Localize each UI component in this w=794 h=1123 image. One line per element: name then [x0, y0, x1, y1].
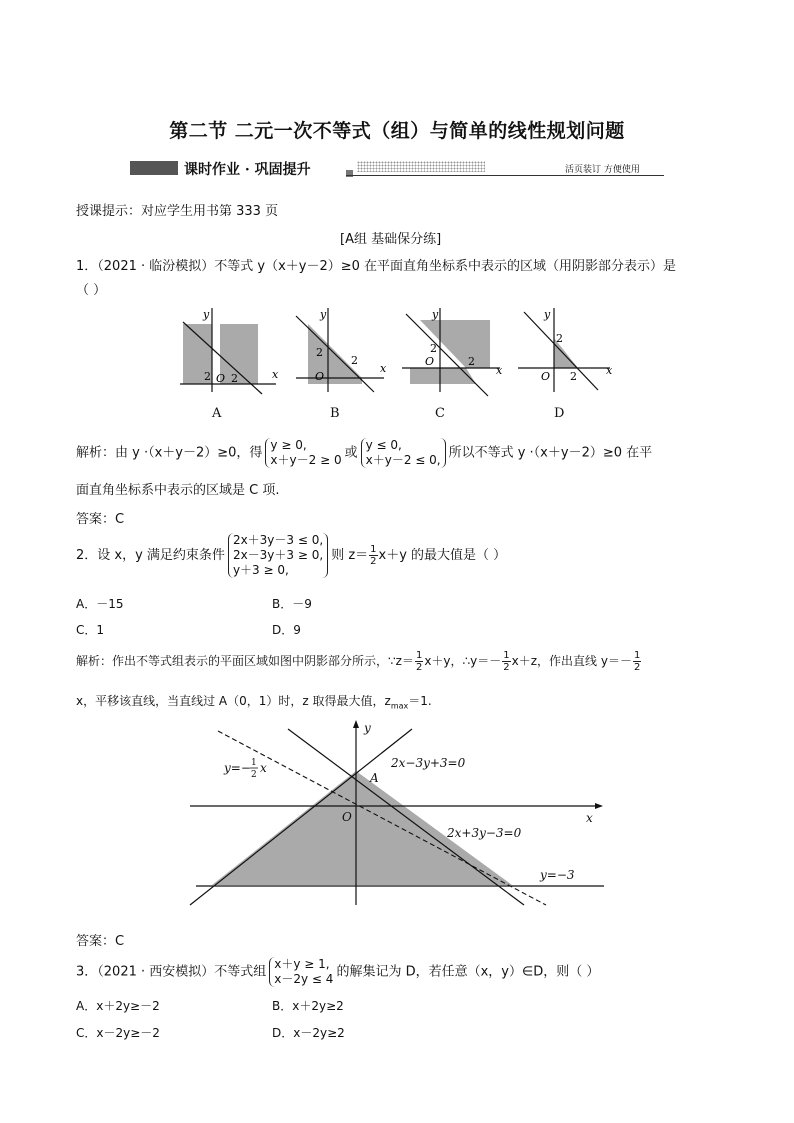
q1-stem: 1．（2021 · 临汾模拟）不等式 y（x＋y－2）≥0 在平面直角坐标系中表示的区域（用阴影部分表示）是	[76, 259, 677, 274]
svg-text:O: O	[342, 810, 352, 824]
svg-text:x: x	[260, 761, 267, 775]
svg-text:y: y	[432, 308, 439, 321]
q3-option-c: C．x－2y≥－2	[76, 1026, 160, 1040]
q1-solution: 解析：由 y ·（x＋y－2）≥0，得y ≥ 0, x＋y－2 ≥ 0 或y ≤ 0, x＋y－2 ≤ 0, 所以不等式 y ·（x＋y－2）≥0 在平	[76, 438, 653, 467]
q2-option-b: B．－9	[272, 597, 312, 611]
q3-stem: 3．（2021 · 西安模拟）不等式组x＋y ≥ 1, x－2y ≤ 4 的解集记为 D，若任意（x，y）∈D，则（ ）	[76, 957, 600, 986]
svg-text:2x+3y−3=0: 2x+3y−3=0	[447, 826, 522, 840]
q2-fraction: $\frac{1}{2}$	[370, 544, 377, 567]
svg-text:1: 1	[251, 758, 257, 768]
svg-text:O: O	[425, 355, 435, 368]
svg-text:2x−3y+3=0: 2x−3y+3=0	[391, 756, 466, 770]
tip-text: 授课提示：对应学生用书第 333 页	[76, 204, 279, 219]
svg-text:2: 2	[204, 370, 211, 383]
banner-title: 课时作业 · 巩固提升	[184, 162, 311, 178]
banner-bar	[130, 161, 178, 175]
graph-b	[296, 308, 387, 392]
option-a-label: A	[212, 406, 222, 421]
q1-system-2: y ≤ 0, x＋y－2 ≤ 0,	[361, 438, 446, 468]
svg-text:2: 2	[351, 354, 358, 367]
q1-system-1: y ≥ 0, x＋y－2 ≥ 0	[265, 438, 341, 468]
option-d-label: D	[554, 406, 565, 421]
banner-dots	[357, 161, 485, 172]
svg-text:2: 2	[231, 372, 238, 385]
group-heading: [A组 基础保分练]	[340, 232, 442, 247]
svg-text:x: x	[606, 364, 613, 377]
option-c-label: C	[435, 406, 445, 421]
svg-text:2: 2	[316, 346, 323, 359]
graph-a	[180, 308, 279, 394]
banner-rule	[346, 175, 664, 176]
banner-note: 活页装订 方便使用	[565, 165, 640, 175]
svg-text:2: 2	[556, 332, 563, 345]
q2-graph	[0, 715, 794, 915]
q3-option-d: D．x－2y≥2	[272, 1026, 345, 1040]
svg-text:y: y	[203, 308, 210, 321]
q3-system: x＋y ≥ 1, x－2y ≤ 4	[269, 957, 333, 987]
q2-option-a: A．－15	[76, 597, 124, 611]
svg-text:y=−3: y=−3	[540, 868, 575, 882]
svg-text:x: x	[496, 364, 503, 377]
svg-text:y: y	[544, 308, 551, 321]
svg-text:x: x	[586, 811, 593, 825]
q3-option-b: B．x＋2y≥2	[272, 999, 344, 1013]
option-b-label: B	[330, 406, 340, 421]
svg-text:O: O	[216, 372, 226, 385]
svg-text:2: 2	[251, 770, 257, 780]
svg-text:2: 2	[430, 342, 437, 355]
q1-graphs	[0, 300, 794, 410]
graph-c	[402, 308, 503, 396]
q2-solution: 解析：作出不等式组表示的平面区域如图中阴影部分所示，∵z＝ $\frac{1}{2}$ x＋y，∴y＝－ $\frac{1}{2}$ x＋z，作出直线 y＝－ $\frac{1}{2}$	[76, 650, 641, 673]
svg-text:x: x	[380, 362, 387, 375]
q2-option-d: D．9	[272, 623, 301, 637]
q1-paren: （ ）	[76, 283, 107, 298]
svg-text:A: A	[370, 771, 379, 785]
graph-d	[518, 308, 613, 392]
svg-text:x: x	[272, 368, 279, 381]
q2-stem: 2．设 x，y 满足约束条件2x＋3y－3 ≤ 0, 2x－3y＋3 ≥ 0, y＋3 ≥ 0,则 z＝ $\frac{1}{2}$ x＋y 的最大值是（ ）	[76, 533, 507, 577]
q2-option-c: C．1	[76, 623, 105, 637]
svg-text:y: y	[364, 721, 371, 735]
svg-text:2: 2	[468, 355, 475, 368]
q3-option-a: A．x＋2y≥－2	[76, 999, 160, 1013]
q2-constraints: 2x＋3y－3 ≤ 0, 2x－3y＋3 ≥ 0, y＋3 ≥ 0,	[228, 533, 328, 578]
svg-text:O: O	[315, 370, 325, 383]
q1-answer: 答案：C	[76, 512, 125, 527]
svg-text:y: y	[320, 308, 327, 321]
page-title: 第二节 二元一次不等式（组）与简单的线性规划问题	[169, 120, 625, 142]
q2-answer: 答案：C	[76, 934, 125, 949]
q1-solution-line2: 面直角坐标系中表示的区域是 C 项.	[76, 483, 280, 498]
svg-text:O: O	[541, 370, 551, 383]
svg-text:2: 2	[570, 370, 577, 383]
q2-solution-line2: x，平移该直线，当直线过 A（0，1）时，z 取得最大值，$z_{max}=1$.	[76, 694, 432, 711]
svg-text:y=−: y=−	[224, 761, 251, 775]
